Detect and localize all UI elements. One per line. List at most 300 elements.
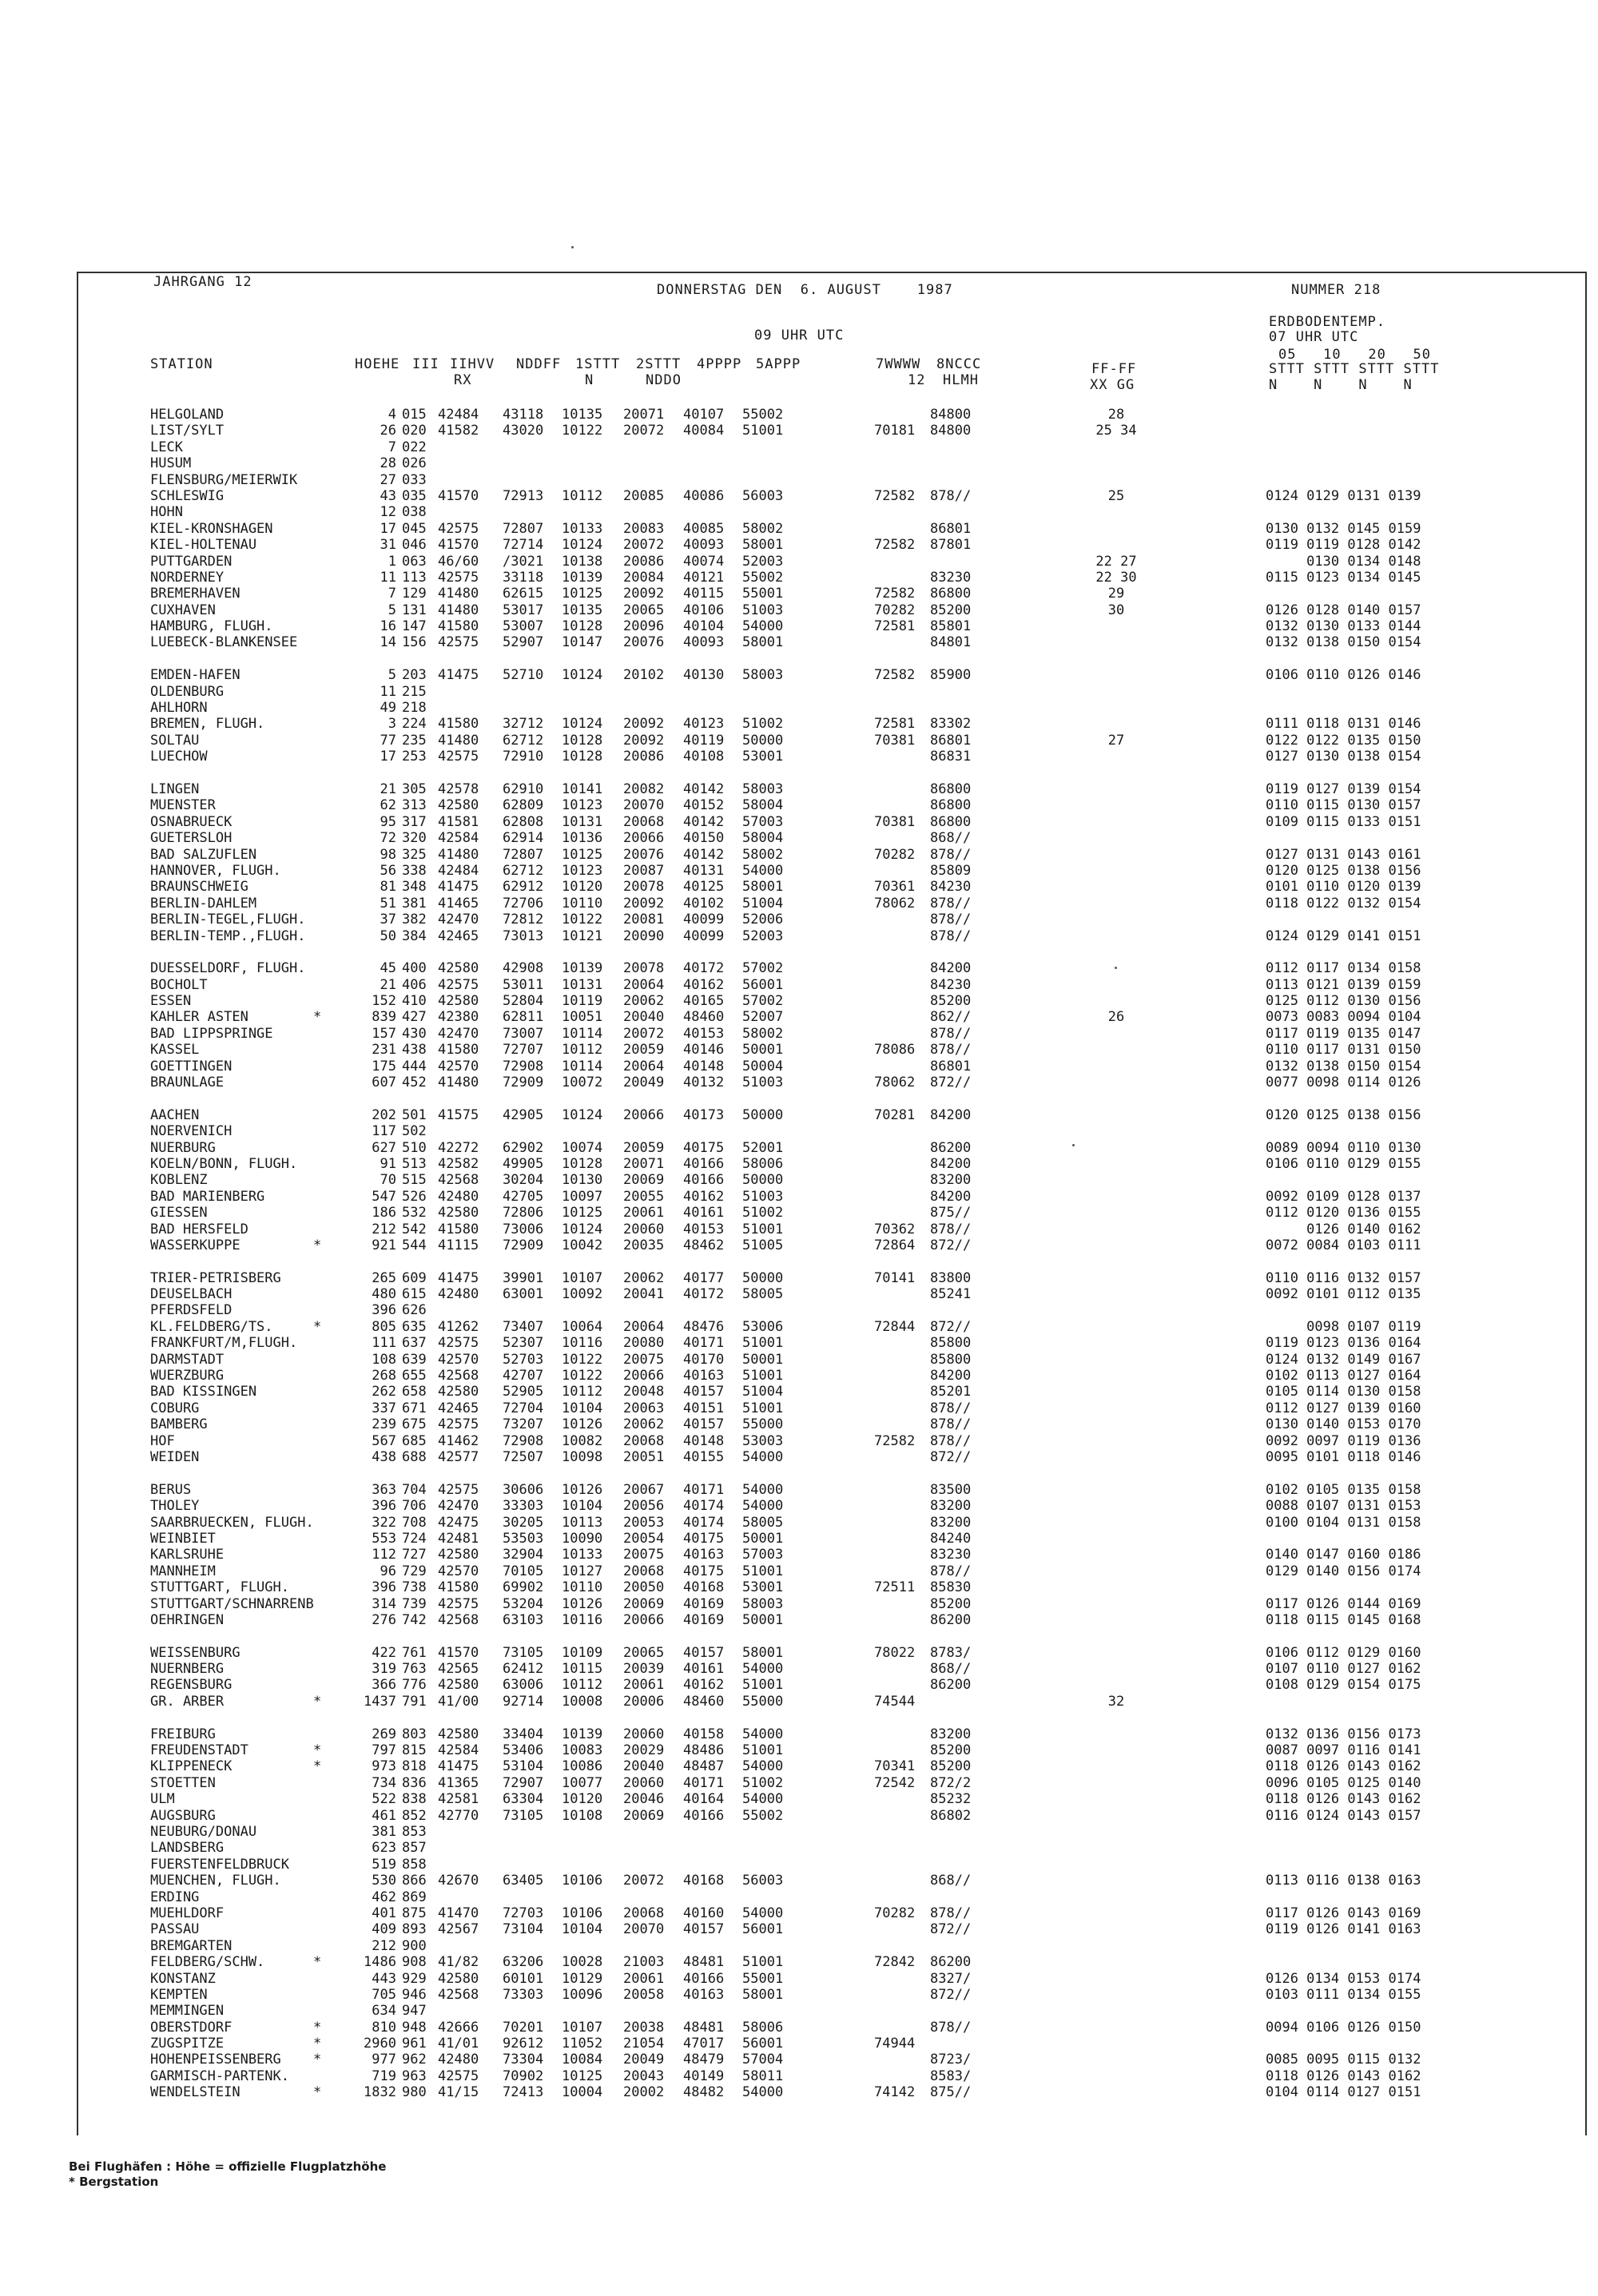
col-header-ff-sub: XX GG	[1090, 377, 1135, 393]
cell-p4: 40165	[683, 993, 725, 1010]
cell-w7: 72582	[874, 586, 916, 602]
cell-s1: 10122	[562, 423, 603, 439]
cell-s1: 10126	[562, 1595, 603, 1612]
cell-soil: 0102 0105 0135 0158	[1266, 1481, 1421, 1498]
group-gap	[1080, 1253, 1152, 1269]
cell-s2: 20068	[623, 1563, 665, 1579]
cell-p4: 40150	[683, 830, 725, 847]
cell-p4	[683, 504, 731, 520]
cell-soil: 0096 0105 0125 0140	[1266, 1774, 1421, 1791]
cell-soil: 0117 0119 0135 0147	[1266, 1025, 1421, 1042]
cell-n8: 85900	[930, 667, 972, 684]
cell-hoehe: 268	[372, 1368, 396, 1384]
cell-a5: 54000	[742, 1791, 784, 1808]
cell-soil	[1266, 1579, 1457, 1595]
cell-iii: 444	[402, 1058, 427, 1075]
cell-iihvv: 42575	[438, 976, 479, 993]
cell-a5: 51001	[742, 1335, 784, 1352]
cell-soil: 0110 0115 0130 0157	[1266, 797, 1421, 814]
wwww7-column	[874, 407, 922, 2101]
cell-hoehe: 1486	[364, 1954, 396, 1971]
cell-soil: 0120 0125 0138 0156	[1266, 1106, 1421, 1123]
cell-iii: 305	[402, 781, 427, 797]
cell-star	[313, 1189, 324, 1205]
cell-w7: 72582	[874, 487, 916, 504]
cell-s1: 10122	[562, 1351, 603, 1368]
cell-iii: 947	[402, 2003, 427, 2020]
cell-hoehe: 70	[380, 1172, 396, 1189]
cell-s2	[623, 504, 671, 520]
cell-hoehe: 547	[372, 1188, 396, 1205]
cell-p4: 40086	[683, 487, 725, 504]
cell-iii: 708	[402, 1514, 427, 1531]
cell-p4: 40175	[683, 1563, 725, 1579]
cell-n8	[930, 1694, 978, 1710]
cell-station: BERLIN-TEGEL,FLUGH.	[150, 912, 306, 928]
cell-ff	[1080, 1987, 1152, 2003]
cell-a5: 58001	[742, 634, 784, 651]
observation-time: 09 UHR UTC	[754, 328, 845, 344]
cell-p4: 40155	[683, 1449, 725, 1465]
cell-star	[313, 1449, 324, 1465]
cell-star	[313, 504, 324, 520]
cell-nddff: 63001	[503, 1286, 544, 1303]
cell-p4: 40168	[683, 1579, 725, 1596]
cell-s1	[562, 455, 610, 471]
cell-p4: 40151	[683, 1400, 725, 1416]
group-gap	[930, 1465, 978, 1481]
cell-iii: 900	[402, 1937, 427, 1954]
cell-station: OEHRINGEN	[150, 1611, 225, 1628]
cell-hoehe: 95	[380, 813, 396, 830]
cell-iihvv: 41475	[438, 1758, 479, 1775]
group-gap	[930, 1253, 978, 1269]
cell-hoehe: 186	[372, 1205, 396, 1221]
cell-nddff: 32904	[503, 1547, 544, 1563]
cell-iihvv: 42570	[438, 1351, 479, 1368]
cell-p4: 48460	[683, 1693, 725, 1710]
cell-hoehe: 396	[372, 1302, 396, 1319]
cell-p4: 40161	[683, 1661, 725, 1678]
cell-w7	[874, 1498, 922, 1514]
sttt2-column	[623, 407, 671, 2101]
cell-w7	[874, 1873, 922, 1889]
cell-iii: 038	[402, 504, 427, 521]
cell-soil: 0077 0098 0114 0126	[1266, 1075, 1421, 1091]
cell-n8	[930, 1938, 978, 1954]
cell-s1	[562, 1938, 610, 1954]
cell-nddff: 62912	[503, 879, 544, 896]
cell-iii: 724	[402, 1530, 427, 1547]
cell-iihvv: 41580	[438, 1221, 479, 1237]
cell-n8: 86200	[930, 1139, 972, 1156]
cell-a5: 56001	[742, 976, 784, 993]
cell-soil: 0132 0138 0150 0154	[1266, 634, 1421, 651]
cell-s1: 10082	[562, 1432, 603, 1449]
cell-star	[313, 1677, 324, 1693]
cell-s2: 20092	[623, 732, 665, 749]
cell-nddff: 72507	[503, 1449, 544, 1465]
cell-iii: 532	[402, 1205, 427, 1221]
cell-n8: 872//	[930, 1237, 972, 1253]
cell-iii: 235	[402, 732, 427, 749]
cell-a5: 50000	[742, 732, 784, 749]
cell-hoehe: 108	[372, 1351, 396, 1368]
cell-a5: 58006	[742, 2019, 784, 2036]
cell-a5	[742, 1302, 790, 1318]
cell-n8: 84200	[930, 1188, 972, 1205]
cell-iii: 948	[402, 2019, 427, 2036]
cell-w7	[874, 407, 922, 423]
cell-p4: 40171	[683, 1481, 725, 1498]
cell-station: KARLSRUHE	[150, 1547, 225, 1563]
cell-ff	[1080, 439, 1152, 455]
cell-station: GOETTINGEN	[150, 1058, 233, 1075]
cell-s2: 20092	[623, 716, 665, 733]
group-gap	[930, 651, 978, 667]
group-gap	[623, 1253, 671, 1269]
cell-w7	[874, 1824, 922, 1840]
cell-w7: 72842	[874, 1954, 916, 1971]
cell-ff	[1080, 928, 1152, 944]
group-gap	[562, 651, 610, 667]
cell-station: DUESSELDORF, FLUGH.	[150, 960, 306, 977]
cell-iii: 502	[402, 1123, 427, 1140]
cell-star	[313, 1726, 324, 1742]
cell-star: *	[313, 2019, 322, 2036]
cell-n8: 83200	[930, 1726, 972, 1742]
cell-iihvv: 42570	[438, 1563, 479, 1579]
cell-soil	[1266, 2003, 1457, 2019]
cell-w7	[874, 977, 922, 993]
cell-soil	[1266, 504, 1457, 520]
cell-iihvv: 42568	[438, 1986, 479, 2003]
cell-station: STUTTGART/SCHNARRENB	[150, 1595, 314, 1612]
cell-hoehe: 461	[372, 1807, 396, 1824]
cell-station: MUENSTER	[150, 797, 216, 814]
cell-iihvv: 42575	[438, 1416, 479, 1433]
cell-iii: 400	[402, 960, 427, 977]
cell-a5: 52007	[742, 1009, 784, 1026]
cell-ff	[1080, 1026, 1152, 1042]
cell-star	[313, 1482, 324, 1498]
cell-s1: 10123	[562, 797, 603, 814]
cell-hoehe: 7	[388, 586, 396, 602]
cell-soil: 0106 0110 0129 0155	[1266, 1155, 1421, 1172]
cell-hoehe: 91	[380, 1155, 396, 1172]
group-gap	[683, 1710, 731, 1726]
cell-soil: 0124 0129 0131 0139	[1266, 487, 1421, 504]
cell-s2: 20050	[623, 1579, 665, 1596]
cell-iii: 980	[402, 2084, 427, 2101]
cell-w7: 72864	[874, 1237, 916, 1253]
cell-ff	[1080, 1889, 1152, 1905]
cell-hoehe: 519	[372, 1856, 396, 1873]
group-gap	[742, 1253, 790, 1269]
cell-soil	[1266, 2036, 1457, 2052]
cell-s2	[623, 1824, 671, 1840]
cell-iihvv: 42567	[438, 1921, 479, 1938]
cell-n8: 872//	[930, 1921, 972, 1938]
cell-soil	[1266, 472, 1457, 488]
cell-w7: 72581	[874, 618, 916, 635]
cell-ff	[1080, 1319, 1152, 1335]
cell-n8	[930, 700, 978, 716]
cell-iihvv: 41475	[438, 1269, 479, 1286]
cell-a5: 51005	[742, 1237, 784, 1253]
cell-iii: 626	[402, 1302, 427, 1319]
cell-ff	[1080, 781, 1152, 797]
cell-ff	[1080, 814, 1152, 830]
cell-p4	[683, 1302, 731, 1318]
group-gap	[402, 1253, 434, 1269]
cell-soil: 0124 0132 0149 0167	[1266, 1351, 1421, 1368]
cell-p4	[683, 472, 731, 488]
cell-soil	[1266, 1172, 1457, 1188]
cell-ff	[1080, 1758, 1152, 1774]
cell-ff	[1080, 847, 1152, 863]
cell-p4	[683, 455, 731, 471]
cell-a5: 55002	[742, 1807, 784, 1824]
cell-iii: 035	[402, 487, 427, 504]
group-gap	[350, 765, 396, 781]
cell-s1: 10104	[562, 1921, 603, 1938]
cell-s1: 10141	[562, 781, 603, 797]
cell-star	[313, 602, 324, 618]
cell-star	[313, 1416, 324, 1432]
cell-iihvv: 42770	[438, 1807, 479, 1824]
group-gap	[623, 765, 671, 781]
cell-n8: 85200	[930, 993, 972, 1010]
cell-s2: 20071	[623, 1155, 665, 1172]
cell-s1: 10133	[562, 1547, 603, 1563]
cell-s2: 20092	[623, 586, 665, 602]
cell-n8: 84200	[930, 960, 972, 977]
cell-p4	[683, 2003, 731, 2019]
cell-s2: 20086	[623, 553, 665, 570]
cell-iihvv	[438, 1857, 486, 1873]
cell-w7: 72844	[874, 1318, 916, 1335]
cell-a5	[742, 1889, 790, 1905]
cell-iii: 542	[402, 1221, 427, 1237]
cell-station: LECK	[150, 439, 183, 455]
cell-soil: 0105 0114 0130 0158	[1266, 1384, 1421, 1400]
cell-hoehe: 319	[372, 1661, 396, 1678]
cell-iihvv: 41115	[438, 1237, 479, 1253]
cell-s1: 10115	[562, 1661, 603, 1678]
cell-p4: 40104	[683, 618, 725, 635]
cell-iihvv: 42575	[438, 2068, 479, 2084]
cell-s1	[562, 504, 610, 520]
cell-w7: 74944	[874, 2036, 916, 2052]
cell-iihvv: 42470	[438, 1498, 479, 1515]
cell-station: NOERVENICH	[150, 1123, 233, 1140]
cell-a5: 52003	[742, 553, 784, 570]
cell-s2: 20064	[623, 1058, 665, 1075]
group-gap	[562, 944, 610, 960]
cell-w7	[874, 1563, 922, 1579]
cell-soil: 0112 0117 0134 0158	[1266, 960, 1421, 977]
cell-p4: 40153	[683, 1221, 725, 1237]
cell-ff	[1080, 863, 1152, 879]
cell-hoehe: 443	[372, 1970, 396, 1987]
cell-soil: 0098 0107 0119	[1266, 1318, 1421, 1335]
cell-p4: 40146	[683, 1042, 725, 1059]
cell-star	[313, 1531, 324, 1547]
cell-w7	[874, 797, 922, 813]
cell-hoehe: 117	[372, 1123, 396, 1140]
group-gap	[503, 1465, 551, 1481]
cell-iii: 818	[402, 1758, 427, 1775]
cell-s1: 10125	[562, 586, 603, 602]
group-gap	[874, 1253, 922, 1269]
col-header-soil-sttt: STTT STTT STTT STTT	[1269, 361, 1440, 377]
cell-iihvv: 41465	[438, 895, 479, 912]
cell-a5: 58006	[742, 1155, 784, 1172]
cell-p4: 40175	[683, 1530, 725, 1547]
cell-iihvv: 42484	[438, 862, 479, 879]
cell-station: WEIDEN	[150, 1449, 200, 1465]
cell-a5: 53001	[742, 1579, 784, 1596]
cell-soil: 0110 0116 0132 0157	[1266, 1269, 1421, 1286]
cell-s2	[623, 439, 671, 455]
cell-w7	[874, 1302, 922, 1318]
cell-hoehe: 17	[380, 749, 396, 765]
cell-p4: 48486	[683, 1742, 725, 1759]
cell-soil: 0118 0126 0143 0162	[1266, 1758, 1421, 1775]
cell-s1: 10112	[562, 1384, 603, 1400]
cell-iii: 908	[402, 1954, 427, 1971]
cell-w7: 78022	[874, 1644, 916, 1661]
cell-iihvv: 42584	[438, 1742, 479, 1759]
cell-s1: 10136	[562, 830, 603, 847]
cell-w7	[874, 1547, 922, 1563]
cell-a5: 54000	[742, 1449, 784, 1465]
cell-s2: 20072	[623, 423, 665, 439]
cell-w7	[874, 1400, 922, 1416]
cell-p4: 40166	[683, 1155, 725, 1172]
cell-p4: 40166	[683, 1970, 725, 1987]
cell-star	[313, 830, 324, 846]
cell-a5: 54000	[742, 1905, 784, 1921]
cell-star	[313, 618, 324, 634]
cell-ff	[1080, 521, 1152, 537]
group-gap	[1266, 1090, 1457, 1106]
cell-station: MUEHLDORF	[150, 1905, 225, 1921]
group-gap	[874, 1090, 922, 1106]
cell-n8: 83230	[930, 1547, 972, 1563]
cell-nddff: 62811	[503, 1009, 544, 1026]
cell-s2: 20066	[623, 1368, 665, 1384]
cell-star	[313, 960, 324, 976]
cell-p4: 40123	[683, 716, 725, 733]
cell-hoehe: 567	[372, 1432, 396, 1449]
cell-star	[313, 537, 324, 553]
cell-w7: 70181	[874, 423, 916, 439]
cell-ff	[1080, 1857, 1152, 1873]
cell-iihvv: 41575	[438, 1106, 479, 1123]
cell-hoehe: 37	[380, 912, 396, 928]
cell-star	[313, 423, 324, 439]
cell-iihvv: 42484	[438, 407, 479, 423]
cell-s2: 20049	[623, 2052, 665, 2068]
cell-soil	[1266, 1302, 1457, 1318]
cell-iii: 853	[402, 1823, 427, 1840]
soil-temp-time: 07 UHR UTC	[1269, 329, 1359, 345]
cell-a5: 53006	[742, 1318, 784, 1335]
cell-n8	[930, 455, 978, 471]
cell-n8: 872//	[930, 1318, 972, 1335]
cell-iii: 338	[402, 862, 427, 879]
cell-star	[313, 928, 324, 944]
cell-w7: 78086	[874, 1042, 916, 1059]
cell-ff: 25	[1107, 487, 1125, 504]
cell-hoehe: 530	[372, 1873, 396, 1889]
cell-soil: 0113 0116 0138 0163	[1266, 1873, 1421, 1889]
cell-iii: 836	[402, 1774, 427, 1791]
cell-hoehe: 921	[372, 1237, 396, 1253]
cell-p4: 40074	[683, 553, 725, 570]
cell-iihvv: 41480	[438, 732, 479, 749]
cell-nddff	[503, 684, 551, 700]
cell-s2: 20059	[623, 1139, 665, 1156]
cell-nddff: 33404	[503, 1726, 544, 1742]
cell-soil: 0119 0126 0141 0163	[1266, 1921, 1421, 1938]
cell-nddff: 72706	[503, 895, 544, 912]
cell-iihvv: 42577	[438, 1449, 479, 1465]
cell-s1: 10124	[562, 667, 603, 684]
cell-nddff: 62712	[503, 732, 544, 749]
cell-iihvv: 42575	[438, 1335, 479, 1352]
group-gap	[313, 1710, 324, 1726]
cell-s2: 20035	[623, 1237, 665, 1253]
cell-iii: 866	[402, 1873, 427, 1889]
cell-soil: 0100 0104 0131 0158	[1266, 1514, 1421, 1531]
nddff-column	[503, 407, 551, 2101]
cell-n8: 878//	[930, 1025, 972, 1042]
cell-hoehe: 72	[380, 830, 396, 847]
sttt1-column	[562, 407, 610, 2101]
cell-s2: 20064	[623, 976, 665, 993]
cell-w7	[874, 1286, 922, 1302]
cell-soil: 0132 0130 0133 0144	[1266, 618, 1421, 635]
cell-station: NUERBURG	[150, 1139, 216, 1156]
cell-s1: 10131	[562, 976, 603, 993]
cell-a5: 54000	[742, 1758, 784, 1775]
cell-nddff: 52703	[503, 1351, 544, 1368]
cell-a5: 56001	[742, 2036, 784, 2052]
cell-nddff: 53503	[503, 1530, 544, 1547]
cell-star	[313, 700, 324, 716]
cell-station: FLENSBURG/MEIERWIK	[150, 471, 298, 488]
cell-s1: 10139	[562, 1726, 603, 1742]
cell-p4: 40160	[683, 1905, 725, 1921]
cell-soil: 0102 0113 0127 0164	[1266, 1368, 1421, 1384]
cell-ff	[1080, 1515, 1152, 1531]
cell-nddff: 53017	[503, 602, 544, 618]
cell-station: GIESSEN	[150, 1205, 208, 1221]
cell-n8	[930, 1302, 978, 1318]
cell-ff	[1080, 2036, 1152, 2052]
cell-iii: 203	[402, 667, 427, 684]
cell-iii: 325	[402, 846, 427, 863]
cell-p4: 40149	[683, 2068, 725, 2084]
cell-w7	[874, 554, 922, 570]
cell-s2	[623, 1302, 671, 1318]
cell-station: MEMMINGEN	[150, 2003, 225, 2020]
cell-s2: 20069	[623, 1807, 665, 1824]
group-gap	[313, 944, 324, 960]
